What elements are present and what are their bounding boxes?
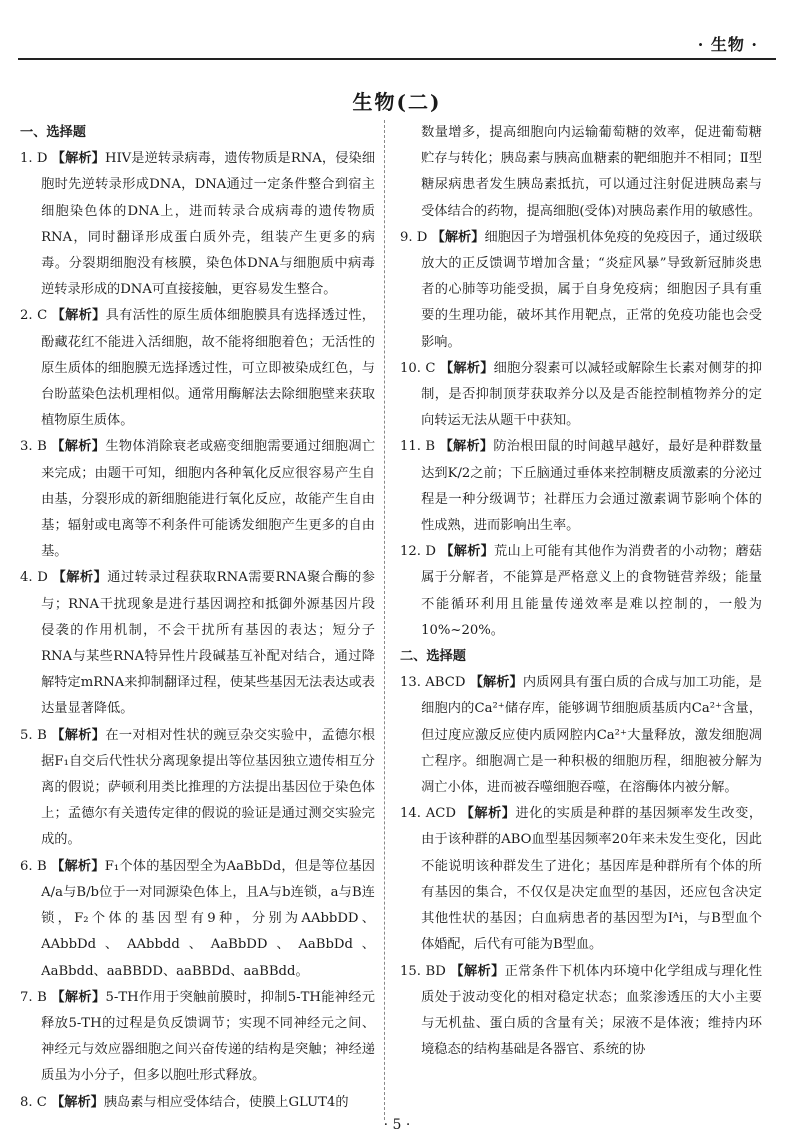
answer-item	[400, 801, 762, 958]
answer-item	[400, 225, 762, 356]
analysis-text: 在一对相对性状的豌豆杂交实验中，孟德尔根据F₁自交后代性状分离现象提出等位基因独立遗传相互分离的假说；萨顿利用类比推理的方法提出基因位于染色体上；孟德尔有关遗传定律的假说的验证是通过测交实验完成的。	[41, 727, 376, 848]
column-divider	[384, 120, 385, 1120]
page-number: · 5 ·	[383, 1117, 411, 1133]
answer-key: 7. B	[20, 989, 47, 1005]
answer-item	[400, 356, 762, 435]
analysis-text: 数量增多，提高细胞向内运输葡萄糖的效率，促进葡萄糖贮存与转化；胰岛素与胰高血糖素的靶细胞并不相同；Ⅱ型糖尿病患者发生胰岛素抵抗，可以通过注射促进胰岛素与受体结合的药物，提高细胞(受体)对胰岛素作用的敏感性。	[421, 125, 762, 219]
answer-key: 13. ABCD	[400, 675, 466, 691]
page-header	[18, 30, 776, 60]
analysis-tag: 【解析】	[450, 963, 505, 979]
analysis-tag: 【解析】	[51, 151, 105, 167]
analysis-tag: 【解析】	[51, 439, 106, 455]
analysis-text: 荒山上可能有其他作为消费者的小动物；蘑菇属于分解者，不能算是严格意义上的食物链营养级；能量不能循环利用且能量传递效率是难以控制的，一般为10%~20%。	[421, 544, 762, 638]
analysis-tag: 【解析】	[52, 570, 108, 586]
answer-key: 9. D	[400, 229, 428, 245]
subject-tag: · 生物 ·	[697, 35, 758, 54]
answer-item	[400, 434, 762, 539]
answer-key: 12. D	[400, 544, 436, 560]
analysis-tag: 【解析】	[51, 1094, 104, 1110]
analysis-text: 进化的实质是种群的基因频率发生改变，由于该种群的ABO血型基因频率20年来未发生变化，因此不能说明该种群发生了进化；基因库是种群所有个体的所有基因的集合，不仅仅是决定血型的基因，还应包含决定其他性状的基因；白血病患者的基因型为Iᴬi，与B型血个体婚配，后代有可能为B型血。	[421, 806, 763, 953]
analysis-text: 生物体消除衰老或癌变细胞需要通过细胞凋亡来完成；由题干可知，细胞内各种氧化反应很容易产生自由基，分裂形成的新细胞能进行氧化反应，故能产生自由基；辐射或电离等不利条件可能诱发细胞产生更多的自由基。	[41, 439, 376, 560]
answer-key: 1. D	[20, 151, 48, 167]
answer-item	[400, 959, 762, 1064]
analysis-tag: 【解析】	[439, 360, 494, 376]
analysis-text: 具有活性的原生质体细胞膜具有选择透过性，酚藏花红不能进入活细胞，故不能将细胞着色；无活性的原生质体的细胞膜无选择透过性，可立即被染成红色，与台盼蓝染色法机理相似。通常用酶解法去除细胞壁来获取植物原生质体。	[41, 308, 375, 429]
answer-item	[20, 303, 375, 434]
answer-key: 14. ACD	[400, 806, 456, 822]
section-title-choice: 一、选择题	[20, 125, 86, 140]
analysis-tag: 【解析】	[469, 675, 523, 691]
analysis-tag: 【解析】	[51, 858, 105, 874]
left-column	[20, 120, 375, 1116]
answer-item	[20, 985, 375, 1090]
analysis-text: 内质网具有蛋白质的合成与加工功能，是细胞内的Ca²⁺储存库，能够调节细胞质基质内Ca²⁺含量，但过度应激反应使内质网腔内Ca²⁺大量释放，激发细胞凋亡程序。细胞凋亡是一种积极的细胞历程，细胞被分解为凋亡小体，进而被吞噬细胞吞噬，在溶酶体内被分解。	[421, 675, 762, 796]
answer-item	[20, 146, 375, 303]
analysis-text: F₁个体的基因型全为AaBbDd，但是等位基因A/a与B/b位于一对同源染色体上，且A与b连锁，a与B连锁，F₂个体的基因型有9种，分别为AAbbDD、AAbbDd、AAbbdd、AaBbDD、AaBbDd、AaBbdd、aaBBDD、aaBBDd、aaBBdd。	[41, 858, 375, 979]
analysis-text: 胰岛素与相应受体结合，使膜上GLUT4的	[103, 1094, 349, 1110]
answer-key: 6. B	[20, 858, 47, 874]
analysis-text: 细胞因子为增强机体免疫的免疫因子，通过级联放大的正反馈调节增加含量；“炎症风暴”导致新冠肺炎患者的心肺等功能受损，属于自身免疫病；细胞因子具有重要的生理功能，破坏其作用靶点，正常的免疫功能也会受影响。	[421, 229, 763, 350]
answer-item	[20, 565, 375, 722]
answer-item	[400, 670, 762, 801]
answer-key: 4. D	[20, 570, 48, 586]
analysis-text: 5-TH作用于突触前膜时，抑制5-TH能神经元释放5-TH的过程是负反馈调节；实现不同神经元之间、神经元与效应器细胞之间兴奋传递的结构是突触；神经递质虽为小分子，但多以胞吐形式释放。	[41, 989, 375, 1084]
analysis-text: 防治根田鼠的时间越早越好，最好是种群数量达到K/2之前；下丘脑通过垂体来控制糖皮质激素的分泌过程是一种分级调节；社群压力会通过激素调节影响个体的性成熟，进而影响出生率。	[421, 439, 763, 534]
answer-key: 2. C	[20, 308, 48, 324]
analysis-tag: 【解析】	[51, 989, 106, 1005]
answer-item	[20, 1090, 375, 1116]
answer-item	[20, 854, 375, 985]
analysis-tag: 【解析】	[460, 806, 516, 822]
page-title: 生物(二)	[352, 90, 442, 114]
analysis-text: HIV是逆转录病毒，遗传物质是RNA，侵染细胞时先逆转录形成DNA，DNA通过一定条件整合到宿主细胞染色体的DNA上，进而转录合成病毒的遗传物质RNA，同时翻译形成蛋白质外壳，组装产生更多的病毒。分裂期细胞没有核膜，染色体DNA与细胞质中病毒逆转录形成的DNA可直接接触，更容易发生整合。	[41, 151, 376, 298]
answer-item	[400, 539, 762, 644]
answer-list	[400, 120, 762, 644]
answer-key: 8. C	[20, 1094, 47, 1110]
section-title-multi-choice: 二、选择题	[400, 649, 466, 665]
answer-key: 11. B	[400, 439, 436, 455]
analysis-text: 正常条件下机体内环境中化学组成与理化性质处于波动变化的相对稳定状态；血浆渗透压的大小主要与无机盐、蛋白质的含量有关；尿液不是体液；维持内环境稳态的结构基础是各器官、系统的协	[421, 963, 763, 1058]
analysis-tag: 【解析】	[51, 308, 106, 324]
analysis-text: 细胞分裂素可以减轻或解除生长素对侧芽的抑制，是否抑制顶芽获取养分以及是否能控制植物养分的定向转运无法从题干中获知。	[421, 360, 762, 429]
analysis-text: 通过转录过程获取RNA需要RNA聚合酶的参与；RNA干扰现象是进行基因调控和抵御外源基因片段侵袭的作用机制，不会干扰所有基因的表达；短分子RNA与某些RNA特异性片段碱基互补配对结合，通过降解特定mRNA来抑制翻译过程，使某些基因无法表达或表达量显著降低。	[41, 570, 375, 717]
analysis-tag: 【解析】	[51, 727, 106, 743]
answer-item	[20, 723, 375, 854]
answer-list	[400, 670, 762, 1063]
right-column	[400, 120, 762, 1063]
answer-item	[400, 120, 762, 225]
answer-key: 3. B	[20, 439, 47, 455]
answer-key: 15. BD	[400, 963, 446, 979]
answer-list	[20, 146, 375, 1116]
analysis-tag: 【解析】	[440, 544, 495, 560]
analysis-tag: 【解析】	[439, 439, 494, 455]
answer-key: 10. C	[400, 360, 436, 376]
answer-item	[20, 434, 375, 565]
answer-key: 5. B	[20, 727, 47, 743]
analysis-tag: 【解析】	[431, 229, 485, 245]
